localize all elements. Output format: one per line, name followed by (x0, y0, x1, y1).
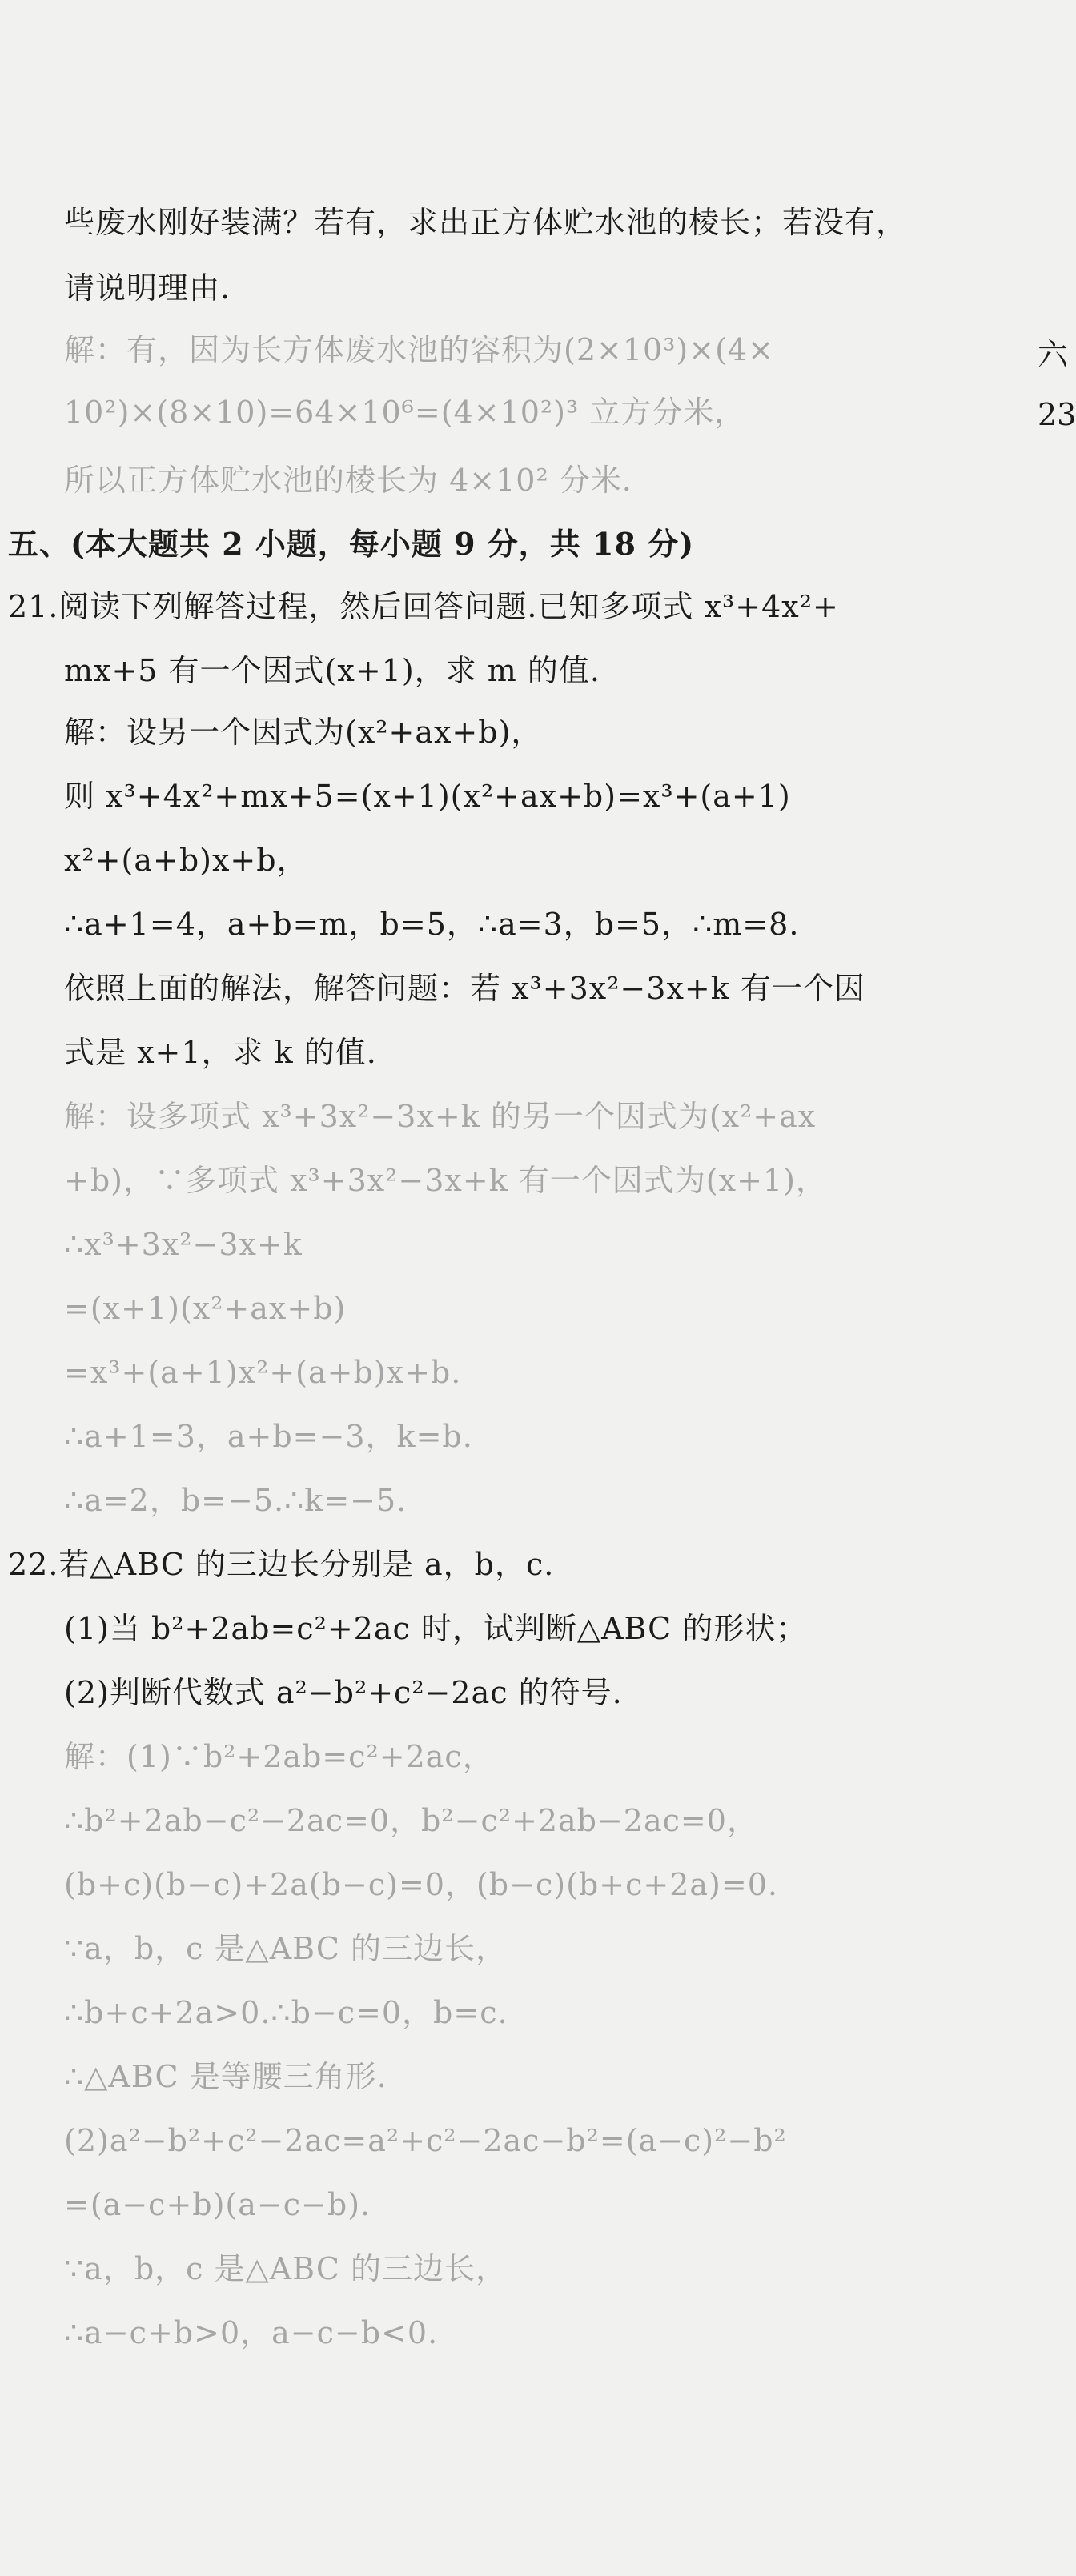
answer-21-line: =x³+(a+1)x²+(a+b)x+b. (64, 1355, 462, 1390)
question-21-line: ∴a+1=4，a+b=m，b=5，∴a=3，b=5，∴m=8. (64, 907, 800, 942)
answer-22-line: ∴△ABC 是等腰三角形. (64, 2059, 387, 2094)
question-21-line: 依照上面的解法，解答问题：若 x³+3x²−3x+k 有一个因 (64, 971, 865, 1006)
answer-22-line: ∵a，b，c 是△ABC 的三边长， (64, 2251, 507, 2286)
question-21-line: 则 x³+4x²+mx+5=(x+1)(x²+ax+b)=x³+(a+1) (64, 779, 791, 814)
answer-22-line: =(a−c+b)(a−c−b). (64, 2187, 371, 2222)
answer-22-line: 解：(1)∵b²+2ab=c²+2ac， (64, 1739, 494, 1774)
answer-22-line: ∴b²+2ab−c²−2ac=0，b²−c²+2ab−2ac=0， (64, 1803, 758, 1838)
answer-22-line: (2)a²−b²+c²−2ac=a²+c²−2ac−b²=(a−c)²−b² (64, 2123, 787, 2158)
answer-21-line: ∴a=2，b=−5.∴k=−5. (64, 1483, 408, 1518)
answer-text-line: 解：有，因为长方体废水池的容积为(2×10³)×(4× (64, 332, 774, 367)
answer-21-line: 解：设多项式 x³+3x²−3x+k 的另一个因式为(x²+ax (64, 1099, 817, 1134)
answer-21-line: ∴a+1=3，a+b=−3，k=b. (64, 1419, 473, 1454)
question-text-line: 些废水刚好装满？若有，求出正方体贮水池的棱长；若没有， (64, 205, 908, 240)
answer-22-line: (b+c)(b−c)+2a(b−c)=0，(b−c)(b+c+2a)=0. (64, 1867, 778, 1902)
answer-22-line: ∴b+c+2a>0.∴b−c=0，b=c. (64, 1995, 508, 2030)
section-header: 五、(本大题共 2 小题，每小题 9 分，共 18 分) (8, 526, 695, 562)
answer-22-line: ∵a，b，c 是△ABC 的三边长， (64, 1931, 507, 1966)
question-21-line: 式是 x+1，求 k 的值. (64, 1035, 377, 1070)
answer-22-line: ∴a−c+b>0，a−c−b<0. (64, 2315, 439, 2350)
question-21-line: x²+(a+b)x+b， (64, 843, 308, 878)
answer-text-line: 10²)×(8×10)=64×10⁶=(4×10²)³ 立方分米， (64, 395, 746, 430)
question-21-line: 解：设另一个因式为(x²+ax+b)， (64, 715, 543, 750)
question-21-line: 21.阅读下列解答过程，然后回答问题.已知多项式 x³+4x²+ (8, 589, 839, 624)
answer-text-line: 所以正方体贮水池的棱长为 4×10² 分米. (64, 463, 632, 498)
question-21-line: mx+5 有一个因式(x+1)，求 m 的值. (64, 653, 600, 688)
answer-21-line: ∴x³+3x²−3x+k (64, 1227, 303, 1262)
answer-21-line: +b)，∵多项式 x³+3x²−3x+k 有一个因式为(x+1)， (64, 1163, 827, 1198)
question-text-line: 请说明理由. (64, 270, 231, 306)
answer-21-line: =(x+1)(x²+ax+b) (64, 1291, 347, 1326)
edge-text: 六 (1038, 337, 1069, 372)
question-22-line: (2)判断代数式 a²−b²+c²−2ac 的符号. (64, 1675, 623, 1710)
question-22-line: (1)当 b²+2ab=c²+2ac 时，试判断△ABC 的形状； (64, 1611, 808, 1646)
question-22-line: 22.若△ABC 的三边长分别是 a，b，c. (8, 1547, 555, 1582)
edge-text: 23 (1038, 397, 1076, 432)
